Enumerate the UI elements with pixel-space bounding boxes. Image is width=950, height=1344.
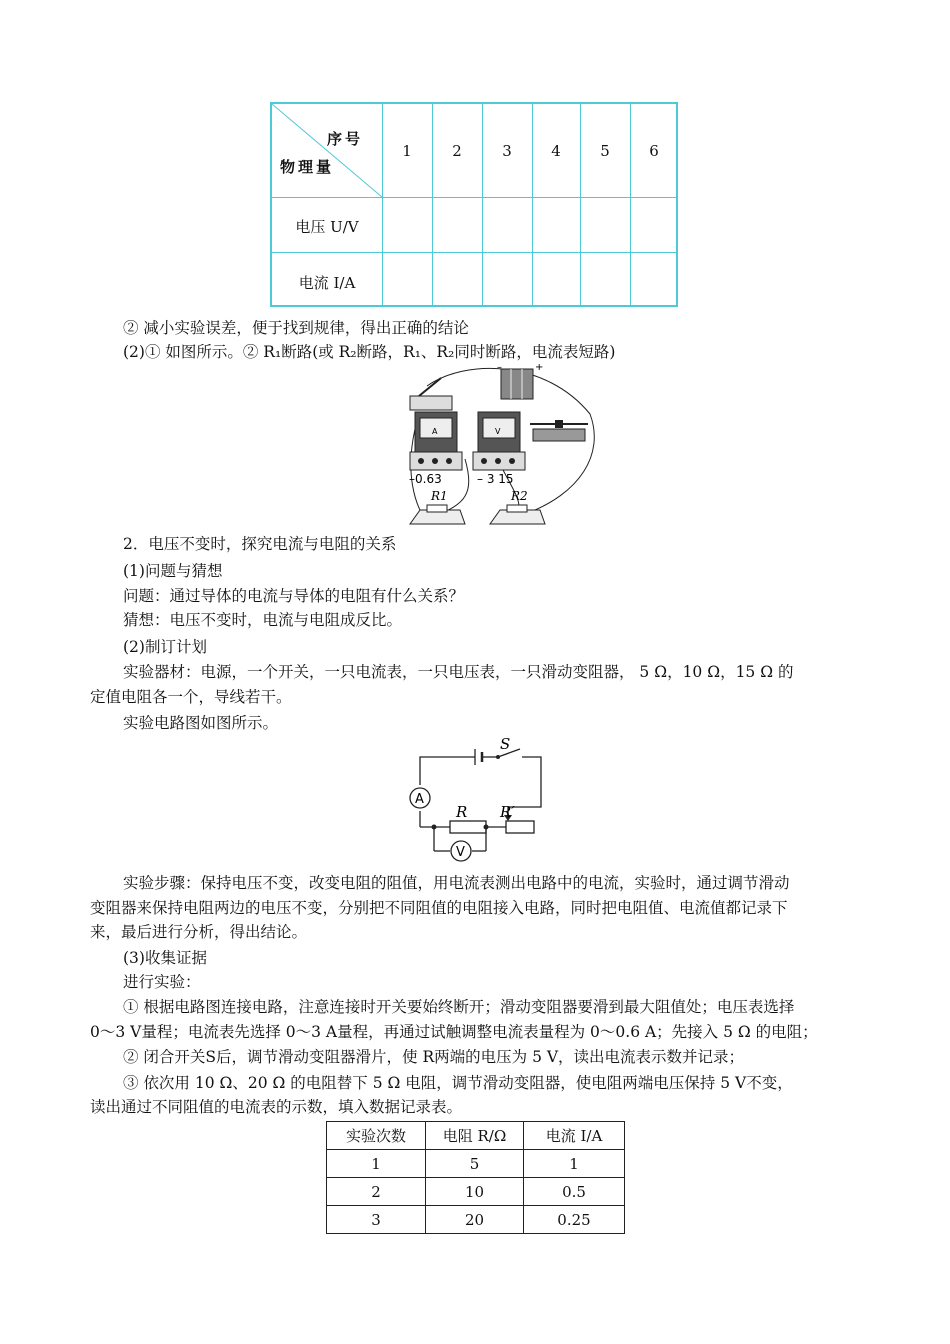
text-line: ② 闭合开关S后，调节滑动变阻器滑片，使 R两端的电压为 5 V，读出电流表示数并记录； — [123, 1048, 745, 1066]
r1-label: R1 — [431, 489, 448, 503]
subsection-heading: (2)制订计划 — [123, 638, 207, 656]
battery-icon — [501, 369, 533, 399]
table-cell: 1 — [524, 1150, 625, 1178]
header-corner-bottom: 物理量 — [280, 158, 335, 176]
text-line: (2)① 如图所示。② R₁断路(或 R₂断路，R₁、R₂同时断路，电流表短路) — [123, 343, 616, 361]
ammeter-range-label: –0.63 — [409, 472, 442, 486]
column-header: 5 — [600, 142, 610, 160]
subsection-heading: (1)问题与猜想 — [123, 562, 223, 580]
table-header-cell: 电流 I/A — [524, 1122, 625, 1150]
knife-switch-base — [410, 396, 452, 410]
column-header: 4 — [551, 142, 561, 160]
table-cell: 3 — [327, 1206, 426, 1234]
text-line: ① 根据电路图连接电路，注意连接时开关要始终断开；滑动变阻器要滑到最大阻值处；电压表选择 — [123, 998, 795, 1016]
table-cell: 0.25 — [524, 1206, 625, 1234]
ammeter-letter: A — [432, 427, 438, 436]
junction-dot — [484, 825, 489, 830]
text-line: ② 减小实验误差，便于找到规律，得出正确的结论 — [123, 319, 469, 337]
junction-dot — [432, 825, 437, 830]
text-line: 实验步骤：保持电压不变，改变电阻的阻值，用电流表测出电路中的电流，实验时，通过调节滑动 — [123, 874, 790, 892]
battery-minus-label: – — [497, 364, 502, 373]
table-header-cell: 电阻 R/Ω — [426, 1122, 524, 1150]
text-line: 读出通过不同阻值的电流表的示数，填入数据记录表。 — [90, 1098, 463, 1116]
section-heading: 2．电压不变时，探究电流与电阻的关系 — [123, 535, 397, 553]
table-cell: 2 — [327, 1178, 426, 1206]
results-table — [326, 1121, 625, 1234]
r2-label: R2 — [511, 489, 528, 503]
text-line: 实验电路图如图所示。 — [123, 714, 279, 732]
header-corner-top: 序号 — [327, 130, 364, 148]
text-line: 定值电阻各一个，导线若干。 — [90, 688, 292, 706]
battery-plus-label: + — [535, 364, 544, 373]
row-header-voltage: 电压 U/V — [295, 218, 359, 236]
column-header: 6 — [649, 142, 659, 160]
text-line: 0～3 V量程；电流表先选择 0～3 A量程，再通过试触调整电流表量程为 0～0.6 A；先接入 5 Ω 的电阻； — [90, 1023, 818, 1041]
table-row — [327, 1178, 625, 1206]
table-cell: 5 — [426, 1150, 524, 1178]
text-line: 实验器材：电源，一个开关，一只电流表，一只电压表，一只滑动变阻器， 5 Ω，10 Ω，15 Ω 的 — [123, 663, 794, 681]
text-line: 进行实验： — [123, 973, 201, 991]
text-line: ③ 依次用 10 Ω、20 Ω 的电阻替下 5 Ω 电阻，调节滑动变阻器，使电阻两端电压保持 5 V不变， — [123, 1074, 793, 1092]
apparatus-figure — [405, 364, 595, 530]
table-row — [327, 1206, 625, 1234]
table-cell: 20 — [426, 1206, 524, 1234]
table-header-row — [327, 1122, 625, 1150]
table-header-cell: 实验次数 — [327, 1122, 426, 1150]
table-cell: 0.5 — [524, 1178, 625, 1206]
column-header: 3 — [502, 142, 512, 160]
text-line: 猜想：电压不变时，电流与电阻成反比。 — [123, 611, 403, 629]
column-header: 2 — [452, 142, 462, 160]
blank-data-table — [270, 102, 678, 307]
rheostat-icon — [533, 429, 585, 441]
table-row — [327, 1150, 625, 1178]
column-header: 1 — [402, 142, 412, 160]
voltmeter-letter: V — [495, 427, 501, 436]
text-line: 变阻器来保持电阻两边的电压不变，分别把不同阻值的电阻接入电路，同时把电阻值、电流值都记录下 — [90, 899, 788, 917]
voltmeter-symbol-label: V — [456, 845, 465, 860]
switch-label: S — [500, 735, 511, 753]
diagonal-header-line — [272, 104, 382, 197]
ammeter-symbol-label: A — [415, 792, 424, 807]
table-cell: 10 — [426, 1178, 524, 1206]
resistor-label: R — [456, 803, 468, 821]
voltmeter-range-label: – 3 15 — [477, 472, 514, 486]
circuit-diagram — [400, 735, 550, 865]
row-header-current: 电流 I/A — [298, 274, 356, 292]
text-line: 问题：通过导体的电流与导体的电阻有什么关系？ — [123, 587, 465, 605]
subsection-heading: (3)收集证据 — [123, 949, 207, 967]
table-cell: 1 — [327, 1150, 426, 1178]
text-line: 来，最后进行分析，得出结论。 — [90, 923, 308, 941]
rheostat-label: R′ — [500, 803, 515, 821]
